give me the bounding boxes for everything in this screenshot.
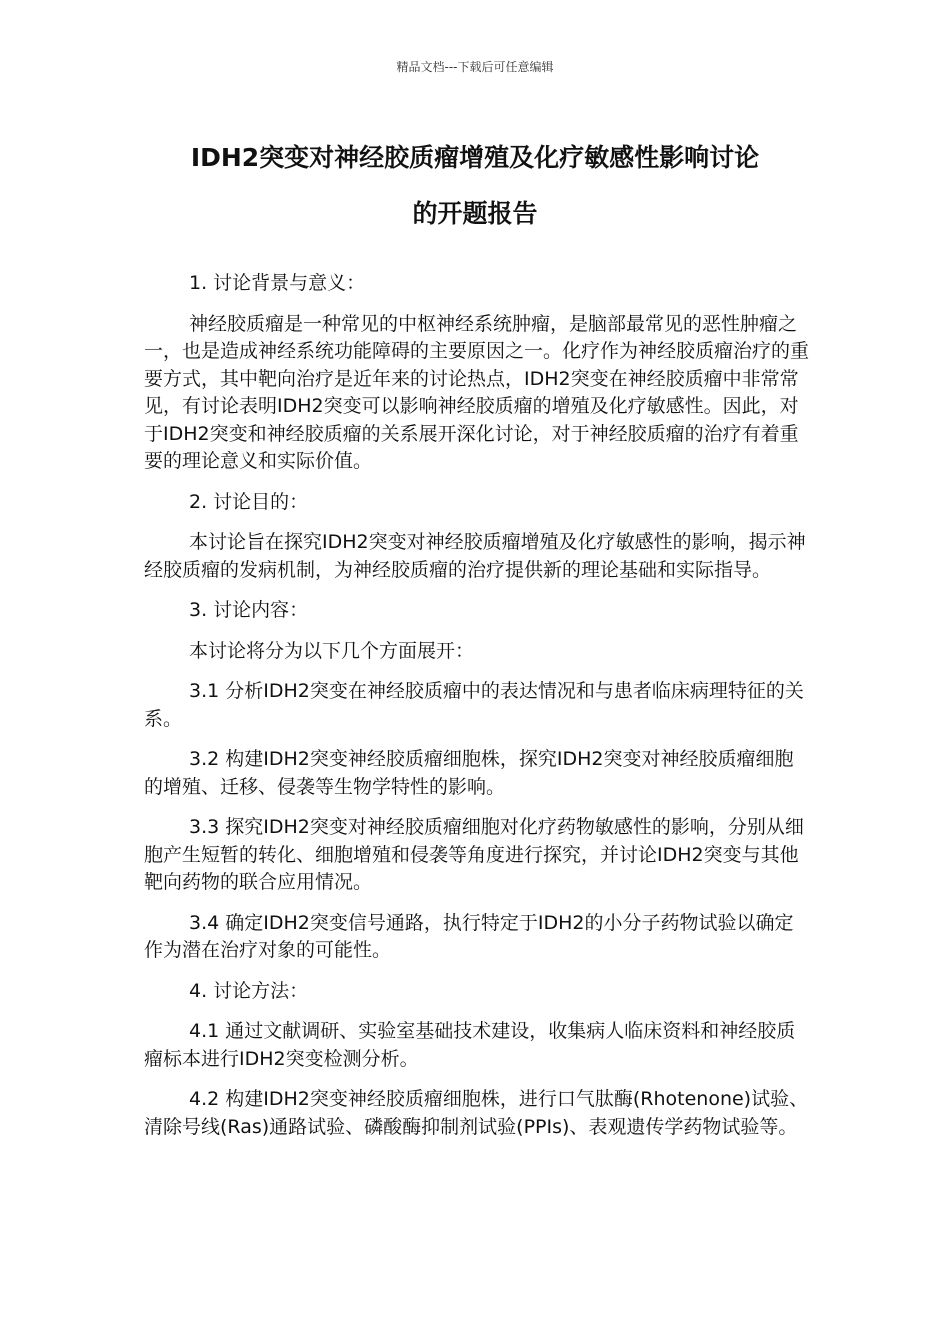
document-title xyxy=(120,130,830,242)
section-1-heading: 1. 讨论背景与意义： xyxy=(189,272,366,294)
section-3-4-item: 3.4 确定IDH2突变信号通路，执行特定于IDH2的小分子药物试验以确定作为潜在治疗对象的可能性。 xyxy=(144,911,794,961)
section-4-2-item: 4.2 构建IDH2突变神经胶质瘤细胞株，进行口气肽酶(Rhotenone)试验、清除号线(Ras)通路试验、磷酸酶抑制剂试验(PPIs)、表观遗传学药物试验等。 xyxy=(144,1088,809,1138)
section-2-heading: 2. 讨论目的： xyxy=(189,490,309,513)
document-title-line-1: IDH2突变对神经胶质瘤增殖及化疗敏感性影响讨论 xyxy=(190,143,760,172)
section-3-2-item: 3.2 构建IDH2突变神经胶质瘤细胞株，探究IDH2突变对神经胶质瘤细胞的增殖、迁移、侵袭等生物学特性的影响。 xyxy=(144,748,794,798)
document-title-line-2: 的开题报告 xyxy=(412,199,538,228)
section-3-1-item: 3.1 分析IDH2突变在神经胶质瘤中的表达情况和与患者临床病理特征的关系。 xyxy=(144,680,804,730)
section-3-heading: 3. 讨论内容： xyxy=(189,599,309,621)
section-1-paragraph: 神经胶质瘤是一种常见的中枢神经系统肿瘤，是脑部最常见的恶性肿瘤之一，也是造成神经系统功能障碍的主要原因之一。化疗作为神经胶质瘤治疗的重要方式，其中靶向治疗是近年来的讨论热点，IDH2突变在神经胶质瘤中非常常见，有讨论表明IDH2突变可以影响神经胶质瘤的增殖及化疗敏感性。因此，对于IDH2突变和神经胶质瘤的关系展开深化讨论，对于神经胶质瘤的治疗有着重要的理论意义和实际价值。 xyxy=(144,312,810,472)
header-note: 精品文档---下载后可任意编辑 xyxy=(396,60,554,74)
section-3-intro: 本讨论将分为以下几个方面展开： xyxy=(189,639,475,662)
section-3-3-item: 3.3 探究IDH2突变对神经胶质瘤细胞对化疗药物敏感性的影响，分别从细胞产生短暂的转化、细胞增殖和侵袭等角度进行探究，并讨论IDH2突变与其他靶向药物的联合应用情况。 xyxy=(144,816,804,893)
document-body xyxy=(144,270,810,1154)
section-2-paragraph: 本讨论旨在探究IDH2突变对神经胶质瘤增殖及化疗敏感性的影响，揭示神经胶质瘤的发病机制，为神经胶质瘤的治疗提供新的理论基础和实际指导。 xyxy=(144,531,806,581)
section-4-1-item: 4.1 通过文献调研、实验室基础技术建设，收集病人临床资料和神经胶质瘤标本进行IDH2突变检测分析。 xyxy=(144,1020,796,1070)
section-4-heading: 4. 讨论方法： xyxy=(189,979,309,1002)
